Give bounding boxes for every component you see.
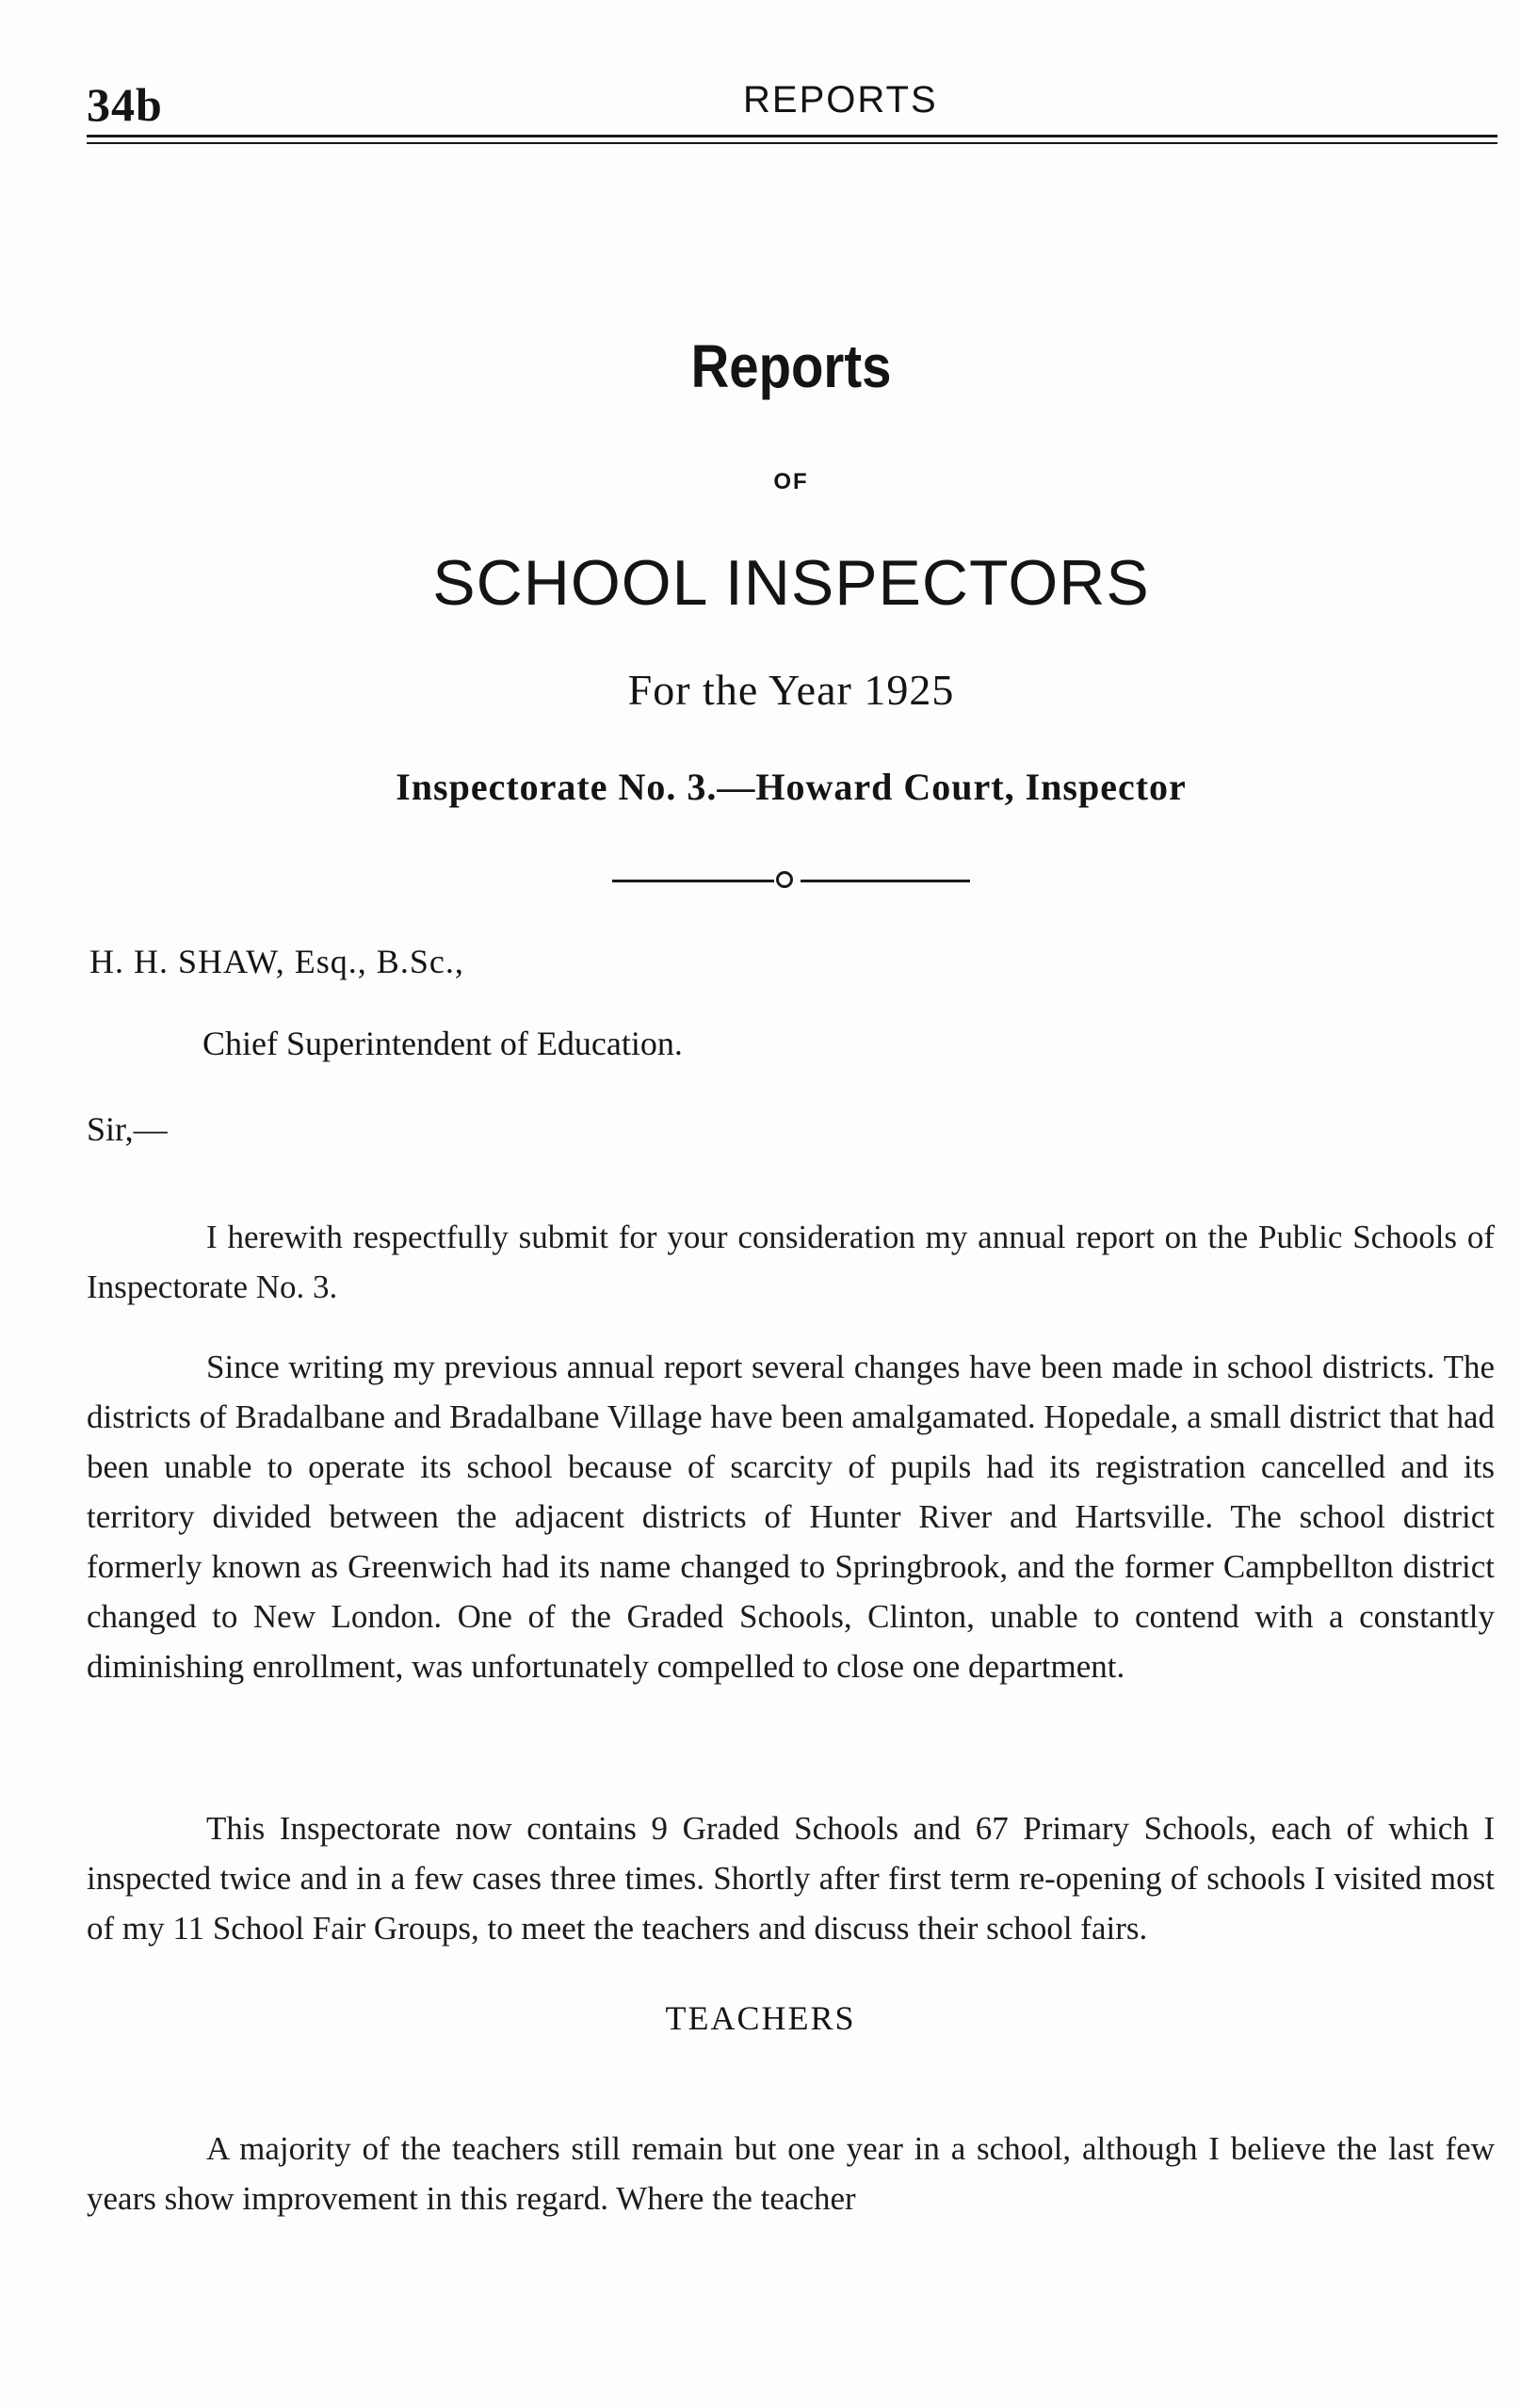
title-of: OF (773, 469, 809, 494)
paragraph-teachers: A majority of the teachers still remain but one year in a school, although I believe the last few years show improvement in this regard. Where the teacher (87, 2130, 1495, 2217)
section-heading-teachers: TEACHERS (665, 1999, 856, 2037)
running-head (87, 68, 1497, 134)
paragraph-intro: I herewith respectfully submit for your consideration my annual report on the Public Schools of Inspectorate No. 3. (87, 1219, 1495, 1305)
page-number: 34b (87, 78, 163, 131)
ornament-line-right (801, 880, 970, 882)
header-rule (87, 135, 1497, 144)
addressee: H. H. SHAW, Esq., B.Sc., (89, 943, 464, 980)
paragraph-school-counts: This Inspectorate now contains 9 Graded Schools and 67 Primary Schools, each of which I inspected twice and in a few cases three times. Shortly after first term re-opening of schools I visited most of my 11 School Fair Groups, to meet the teachers and discuss their school fairs. (87, 1810, 1495, 1947)
ornament-line-left (612, 880, 774, 882)
title-inspectorate: Inspectorate No. 3.—Howard Court, Inspector (396, 766, 1187, 808)
ornament-divider (612, 866, 970, 895)
title-reports: Reports (690, 332, 892, 400)
title-school-inspectors: SCHOOL INSPECTORS (432, 547, 1150, 619)
ornament-circle (776, 871, 793, 888)
running-title: REPORTS (743, 79, 938, 121)
salutation: Sir,— (87, 1110, 168, 1148)
paragraph-district-changes: Since writing my previous annual report several changes have been made in school districts. The districts of Bradalbane and Bradalbane Village have been amalgamated. Hopedale, a small district that had been unable to operate its school because of scarcity of pupils had its registration cancelled and its territory divided between the adjacent districts of Hunter River and Hartsville. The school district formerly known as Greenwich had its name changed to Springbrook, and the former Campbellton district changed to New London. One of the Graded Schools, Clinton, unable to contend with a constantly diminishing enrollment, was unfortunately compelled to close one department. (87, 1349, 1495, 1685)
title-year: For the Year 1925 (627, 666, 955, 714)
addressee-title: Chief Superintendent of Education. (202, 1025, 683, 1062)
